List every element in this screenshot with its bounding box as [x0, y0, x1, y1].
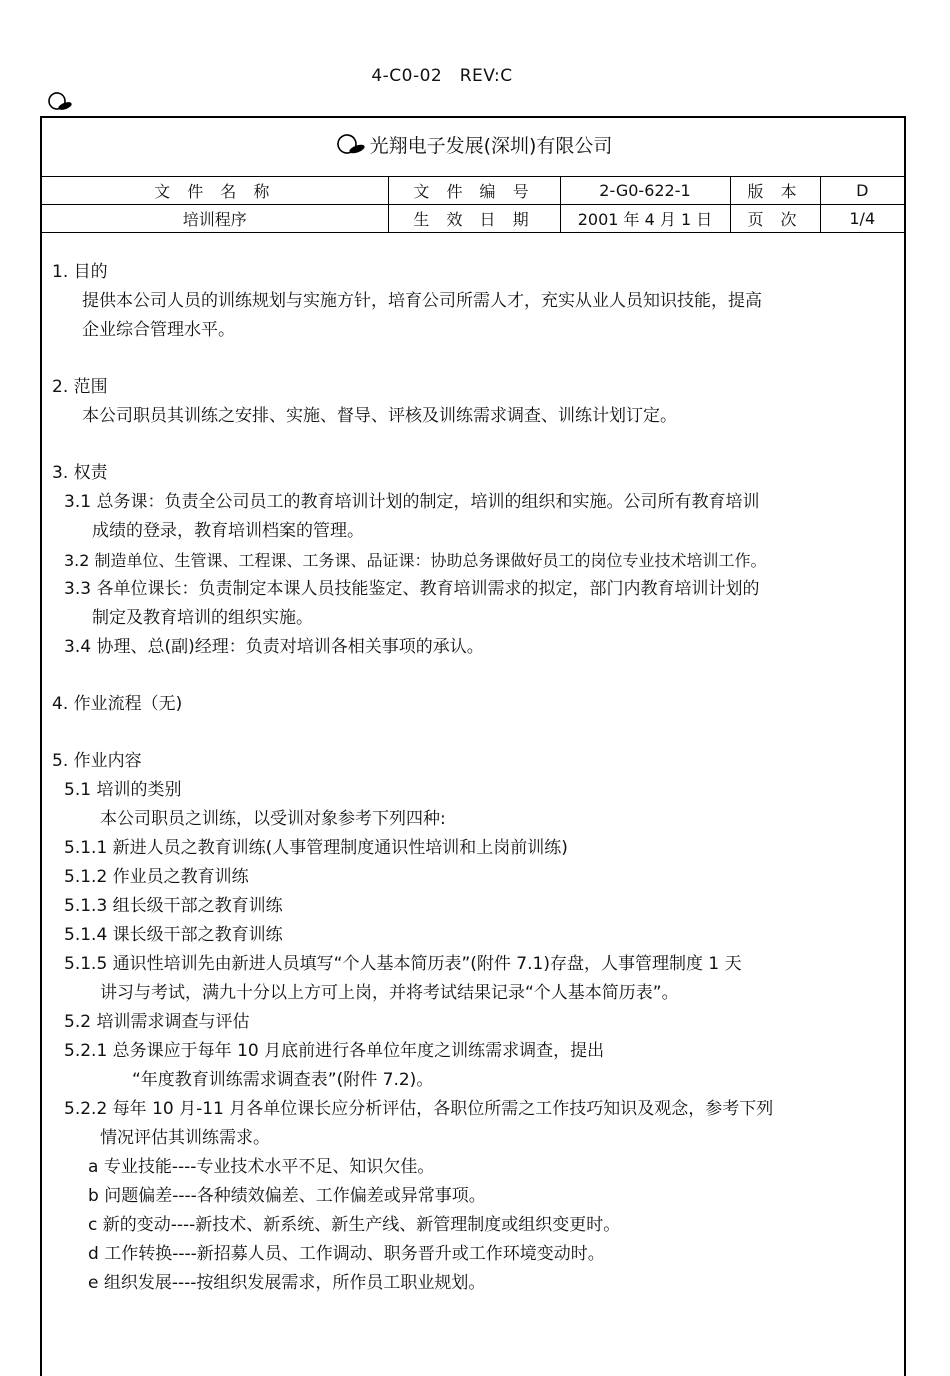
company-name: 光翔电子发展(深圳)有限公司 [369, 135, 613, 158]
doc-name-value: 培训程序 [42, 205, 388, 233]
list-item: 3.3 各单位课长：负责制定本课人员技能鉴定、教育培训需求的拟定，部门内教育培训计划的 [64, 579, 760, 599]
paragraph-line: “年度教育训练需求调查表”(附件 7.2)。 [132, 1070, 434, 1090]
list-item: 5.1.3 组长级干部之教育训练 [64, 896, 283, 916]
list-item: 5.1 培训的类别 [64, 780, 182, 800]
effective-date-value: 2001 年 4 月 1 日 [560, 205, 730, 233]
document-body [52, 258, 892, 1298]
page-value: 1/4 [820, 205, 904, 233]
list-item: 5.2.1 总务课应于每年 10 月底前进行各单位年度之训练需求调查，提出 [64, 1041, 605, 1061]
list-item: 5.2 培训需求调查与评估 [64, 1012, 250, 1032]
paragraph-line: 情况评估其训练需求。 [100, 1128, 270, 1148]
version-value: D [820, 177, 904, 205]
list-item: e 组织发展----按组织发展需求，所作员工职业规划。 [88, 1273, 486, 1293]
company-logo-icon [334, 132, 368, 158]
effective-date-label: 生 效 日 期 [388, 205, 560, 233]
paragraph-line: 本公司职员之训练，以受训对象参考下列四种: [100, 809, 446, 829]
section-heading: 3. 权责 [52, 463, 108, 483]
doc-number-label: 文 件 编 号 [388, 177, 560, 205]
list-item: 3.4 协理、总(副)经理：负责对培训各相关事项的承认。 [64, 637, 484, 657]
section-heading: 4. 作业流程（无) [52, 694, 183, 714]
section-heading: 5. 作业内容 [52, 751, 142, 771]
paragraph-line: 讲习与考试，满九十分以上方可上岗，并将考试结果记录“个人基本简历表”。 [100, 983, 679, 1003]
version-label: 版 本 [730, 177, 820, 205]
paragraph-line: 提供本公司人员的训练规划与实施方针，培育公司所需人才，充实从业人员知识技能，提高 [82, 291, 762, 311]
list-item: 3.2 制造单位、生管课、工程课、工务课、品证课：协助总务课做好员工的岗位专业技术培训工作。 [64, 551, 767, 570]
document-frame [40, 116, 906, 1376]
list-item: 5.1.1 新进人员之教育训练(人事管理制度通识性培训和上岗前训练) [64, 838, 568, 858]
paragraph-line: 企业综合管理水平。 [82, 320, 235, 340]
paragraph-line: 成绩的登录，教育培训档案的管理。 [92, 521, 364, 541]
list-item: a 专业技能----专业技术水平不足、知识欠佳。 [88, 1157, 435, 1177]
list-item: 5.1.2 作业员之教育训练 [64, 867, 249, 887]
list-item: 5.1.5 通识性培训先由新进人员填写“个人基本简历表”(附件 7.1)存盘，人事管理制度 1 天 [64, 954, 742, 974]
section-heading: 1. 目的 [52, 262, 108, 282]
document-header-table [42, 118, 904, 233]
company-title-cell [42, 118, 904, 177]
list-item: c 新的变动----新技术、新系统、新生产线、新管理制度或组织变更时。 [88, 1215, 621, 1235]
company-logo-icon [44, 90, 76, 114]
list-item: b 问题偏差----各种绩效偏差、工作偏差或异常事项。 [88, 1186, 486, 1206]
paragraph-line: 本公司职员其训练之安排、实施、督导、评核及训练需求调查、训练计划订定。 [82, 406, 677, 426]
page-label: 页 次 [730, 205, 820, 233]
section-heading: 2. 范围 [52, 377, 108, 397]
list-item: 3.1 总务课：负责全公司员工的教育培训计划的制定，培训的组织和实施。公司所有教育培训 [64, 492, 760, 512]
list-item: d 工作转换----新招募人员、工作调动、职务晋升或工作环境变动时。 [88, 1244, 605, 1264]
doc-name-label: 文 件 名 称 [42, 177, 388, 205]
document-code: 4-C0-02 REV:C [371, 66, 513, 86]
paragraph-line: 制定及教育培训的组织实施。 [92, 608, 313, 628]
list-item: 5.1.4 课长级干部之教育训练 [64, 925, 283, 945]
doc-number-value: 2-G0-622-1 [560, 177, 730, 205]
list-item: 5.2.2 每年 10 月-11 月各单位课长应分析评估，各职位所需之工作技巧知识及观念，参考下列 [64, 1099, 774, 1119]
